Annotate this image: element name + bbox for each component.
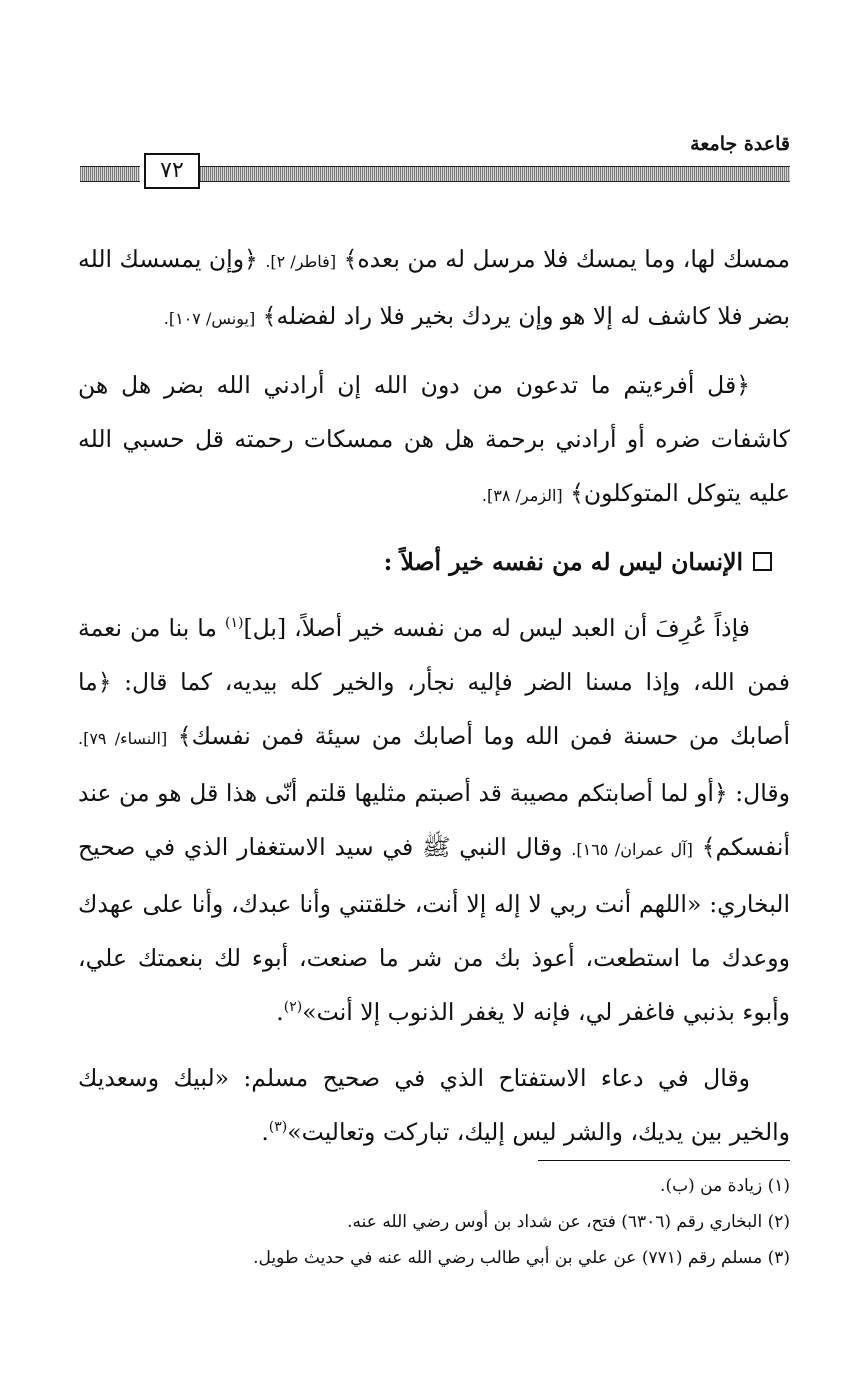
footnotes: [78, 1168, 790, 1276]
paragraph-text: وقال: ﴿أو لما أصابتكم مصيبة قد أصبتم مثليها قلتم أنّى هذا قل هو من عند أنفسكم﴾: [78, 779, 790, 861]
section-heading: [78, 535, 790, 589]
paragraph-text: .: [261, 1118, 269, 1146]
paragraph-4: [78, 1051, 790, 1159]
paragraph-text: فإذاً عُرِفَ أن العبد ليس له من نفسه خير أصلاً، [بل]: [243, 614, 750, 642]
checkbox-icon: [753, 552, 772, 571]
paragraph-text: .: [276, 998, 284, 1026]
footnote-marker: (٢): [283, 999, 303, 1016]
paragraph-text: وقال النبي ﷺ في سيد الاستغفار الذي في صحيح البخاري: «اللهم أنت ربي لا إله إلا أنت، خلقتني وأنا عبدك، وأنا على عهدك ووعدك ما استطعت، أعوذ بك من شر ما صنعت، أبوء لك بنعمتك علي، وأبوء بذنبي فاغفر لي، فإنه لا يغفر الذنوب إلا أنت»: [78, 833, 790, 1026]
paragraph-2: [78, 358, 790, 523]
footnote: (٣) مسلم رقم (٧٧١) عن علي بن أبي طالب رضي الله عنه في حديث طويل.: [253, 1248, 790, 1268]
footnote: (٢) البخاري رقم (٦٣٠٦) فتح، عن شداد بن أوس رضي الله عنه.: [347, 1212, 790, 1232]
verse-reference: [فاطر/ ٢].: [265, 252, 337, 271]
verse-reference: [يونس/ ١٠٧].: [163, 309, 256, 328]
main-text: [78, 232, 790, 1171]
quran-verse: ﴿وإن يمسسك الله بضر فلا كاشف له إلا هو وإن يردك بخير فلا راد لفضله﴾: [78, 245, 790, 330]
footnote-separator: [538, 1160, 790, 1161]
running-title: قاعدة جامعة: [690, 133, 790, 155]
quran-verse: ممسك لها، وما يمسك فلا مرسل له من بعده﴾: [343, 245, 790, 273]
header-rule-left: [80, 166, 140, 182]
footnote-marker: (١): [225, 615, 244, 632]
verse-reference: [الزمر/ ٣٨].: [481, 486, 563, 505]
paragraph-1: [78, 232, 790, 346]
header-rule: [190, 166, 790, 182]
paragraph-3: [78, 601, 790, 1039]
quran-verse: ﴿قل أفرءيتم ما تدعون من دون الله إن أرادني الله بضر هل هن كاشفات ضره أو أرادني برحمة هل هن ممسكات رحمته قل حسبي الله عليه يتوكل المتوكلون﴾: [78, 371, 790, 507]
paragraph-text: وقال في دعاء الاستفتاح الذي في صحيح مسلم: «لبيك وسعديك والخير بين يديك، والشر ليس إليك، تباركت وتعاليت»: [78, 1064, 790, 1146]
verse-reference: [النساء/ ٧٩].: [78, 729, 168, 748]
page-number: ٧٢: [144, 153, 200, 189]
footnote-marker: (٣): [268, 1119, 288, 1136]
verse-reference: [آل عمران/ ١٦٥].: [571, 840, 693, 859]
section-heading-text: الإنسان ليس له من نفسه خير أصلاً :: [383, 548, 743, 576]
paragraph-text: ما بنا من نعمة فمن الله، وإذا مسنا الضر فإليه نجأر، والخير كله بيديه، كما قال: ﴿ما أصابك من حسنة فمن الله وما أصابك من سيئة فمن نفسك﴾: [78, 614, 790, 750]
footnote: (١) زيادة من (ب).: [660, 1176, 790, 1196]
